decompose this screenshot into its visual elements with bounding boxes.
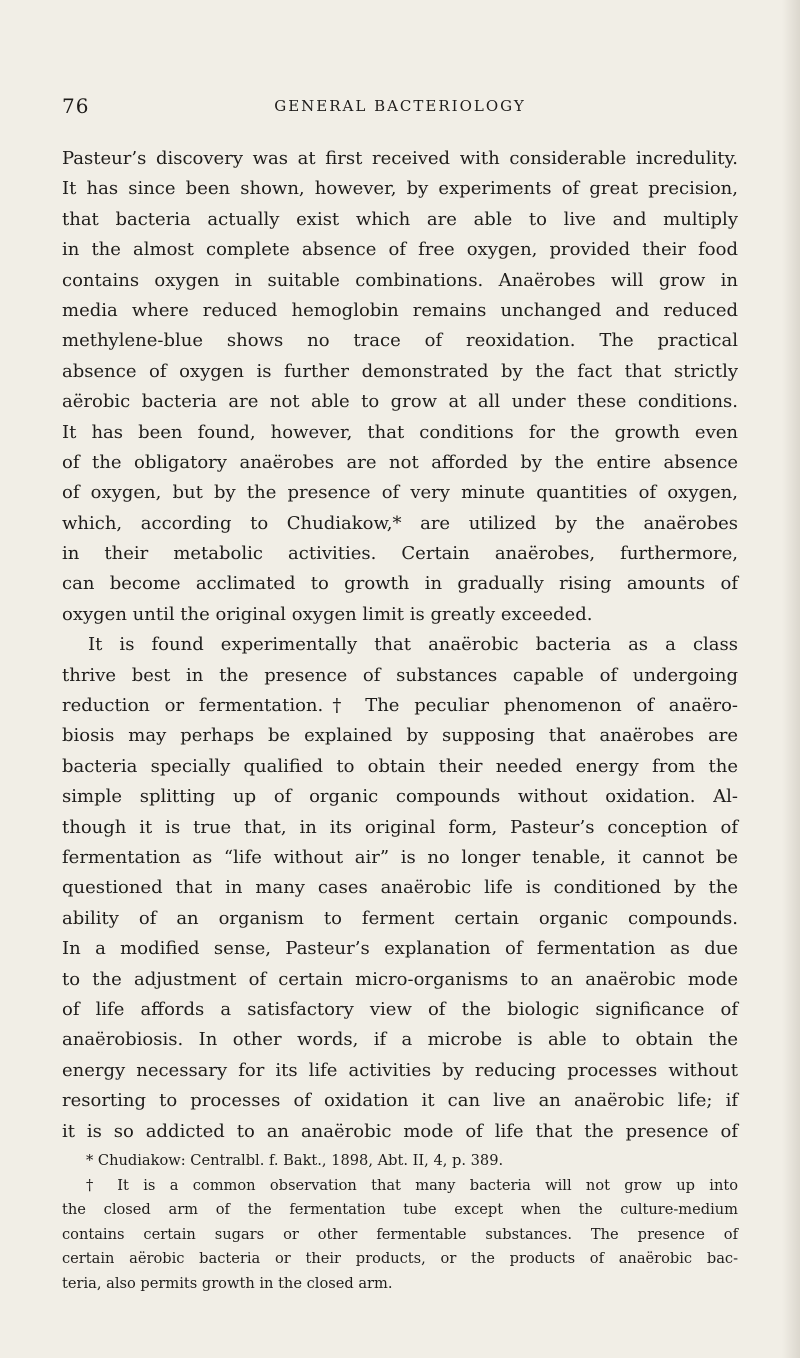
body-line: energy necessary for its life activities by reducing processes without <box>62 1059 738 1081</box>
footnote-line: the closed arm of the fermentation tube except when the culture-medium <box>62 1201 738 1219</box>
page-number: 76 <box>62 94 90 118</box>
body-line: methylene-blue shows no trace of reoxidation. The practical <box>62 330 738 352</box>
body-line: ability of an organism to ferment certain organic compounds. <box>62 907 738 929</box>
body-line: which, according to Chudiakow,* are utilized by the anaërobes <box>62 512 738 534</box>
body-line: biosis may perhaps be explained by supposing that anaërobes are <box>62 725 738 747</box>
body-line: fermentation as “life without air” is no longer tenable, it cannot be <box>62 846 738 868</box>
body-line: that bacteria actually exist which are able to live and multiply <box>62 208 738 230</box>
body-line: can become acclimated to growth in gradually rising amounts of <box>62 573 738 595</box>
body-line: in the almost complete absence of free oxygen, provided their food <box>62 239 738 261</box>
body-line: to the adjustment of certain micro-organisms to an anaërobic mode <box>62 968 738 990</box>
page-edge-shadow <box>782 0 800 1358</box>
body-line: aërobic bacteria are not able to grow at all under these conditions. <box>62 391 738 413</box>
body-line: contains oxygen in suitable combinations. Anaërobes will grow in <box>62 269 738 291</box>
footnotes <box>62 1149 738 1297</box>
body-line: in their metabolic activities. Certain anaërobes, furthermore, <box>62 543 738 565</box>
body-line: media where reduced hemoglobin remains unchanged and reduced <box>62 299 738 321</box>
body-line: thrive best in the presence of substances capable of undergoing <box>62 664 738 686</box>
body-line: reduction or fermentation.† The peculiar phenomenon of anaëro- <box>62 695 738 717</box>
body-line: though it is true that, in its original form, Pasteur’s conception of <box>62 816 738 838</box>
page-header <box>62 94 738 122</box>
body-line: It has since been shown, however, by experiments of great precision, <box>62 178 738 200</box>
body-line: In a modified sense, Pasteur’s explanation of fermentation as due <box>62 938 738 960</box>
footnote-line: teria, also permits growth in the closed arm. <box>62 1274 393 1292</box>
footnote-line: contains certain sugars or other fermentable substances. The presence of <box>62 1225 738 1243</box>
body-text <box>62 144 738 1147</box>
body-line: it is so addicted to an anaërobic mode of life that the presence of <box>62 1120 738 1142</box>
footnote-line: certain aërobic bacteria or their products, or the products of anaërobic bac- <box>62 1250 738 1268</box>
body-line: It is found experimentally that anaërobic bacteria as a class <box>88 634 738 656</box>
body-line: Pasteur’s discovery was at first received with considerable incredulity. <box>62 148 738 169</box>
body-line: of life affords a satisfactory view of the biologic significance of <box>62 998 738 1020</box>
body-line: It has been found, however, that conditions for the growth even <box>62 421 738 443</box>
body-line: absence of oxygen is further demonstrated by the fact that strictly <box>62 360 738 382</box>
body-line: simple splitting up of organic compounds without oxidation. Al- <box>62 786 738 808</box>
body-line: of oxygen, but by the presence of very minute quantities of oxygen, <box>62 482 738 504</box>
body-line: of the obligatory anaërobes are not afforded by the entire absence <box>62 451 738 473</box>
running-title: GENERAL BACTERIOLOGY <box>274 97 526 115</box>
body-line: oxygen until the original oxygen limit is greatly exceeded. <box>62 603 593 625</box>
body-line: questioned that in many cases anaërobic life is conditioned by the <box>62 877 738 899</box>
body-line: anaërobiosis. In other words, if a microbe is able to obtain the <box>62 1029 738 1051</box>
footnote-line: * Chudiakow: Centralbl. f. Bakt., 1898, Abt. II, 4, p. 389. <box>86 1152 504 1169</box>
body-line: bacteria specially qualified to obtain their needed energy from the <box>62 755 738 777</box>
body-line: resorting to processes of oxidation it can live an anaërobic life; if <box>62 1090 738 1112</box>
footnote-line: † It is a common observation that many bacteria will not grow up into <box>86 1176 738 1194</box>
